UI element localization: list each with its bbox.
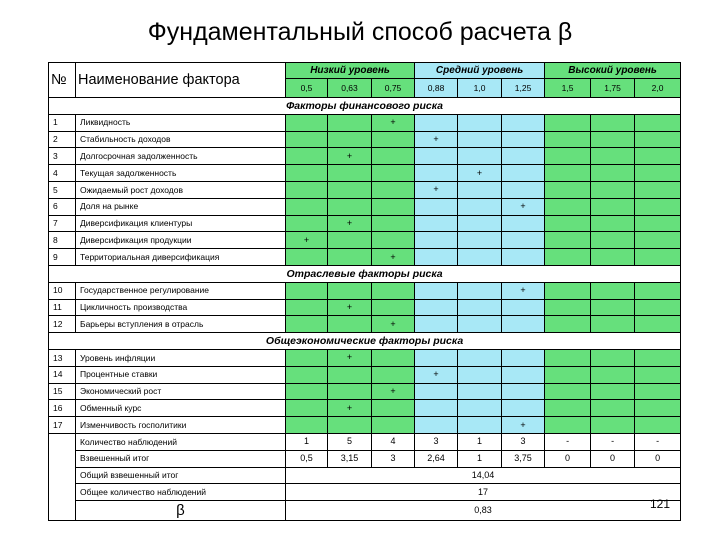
level-cell [372,349,415,366]
count-cell: 3 [502,433,545,450]
level-cell [545,316,591,333]
factor-number: 9 [49,249,76,266]
level-cell [545,232,591,249]
level-cell [286,249,328,266]
factor-number: 17 [49,417,76,434]
table-row [49,215,681,232]
level-cell [635,215,681,232]
factor-name: Процентные ставки [76,366,286,383]
section-header-row [49,333,681,350]
level-cell [458,383,502,400]
factor-name: Долгосрочная задолженность [76,148,286,165]
factor-number: 15 [49,383,76,400]
factor-mark: + [372,383,415,400]
level-cell [591,198,635,215]
factor-number: 12 [49,316,76,333]
factor-number: 13 [49,349,76,366]
factor-name: Экономический рост [76,383,286,400]
level-cell [635,282,681,299]
coef-cell: 0,88 [415,79,458,98]
level-cell [545,349,591,366]
table-row [49,400,681,417]
weighted-cell: 0 [545,450,591,467]
level-cell [591,181,635,198]
level-cell [635,181,681,198]
level-cell [372,232,415,249]
coef-cell: 1,75 [591,79,635,98]
level-cell [372,282,415,299]
header-no: № [49,63,76,98]
level-cell [286,131,328,148]
level-cell [635,299,681,316]
level-cell [415,282,458,299]
level-cell [372,366,415,383]
summary-spacer [49,433,76,520]
beta-value: 0,83 [286,501,681,521]
beta-label: β [76,501,286,521]
section-title: Факторы финансового риска [49,98,681,115]
weighted-cell: 0,5 [286,450,328,467]
level-cell [372,215,415,232]
table-row [49,114,681,131]
factor-name: Обменный курс [76,400,286,417]
level-cell [545,148,591,165]
level-cell [635,249,681,266]
factor-name: Ожидаемый рост доходов [76,181,286,198]
level-cell [545,417,591,434]
level-cell [286,165,328,182]
total-count-value: 17 [286,484,681,501]
level-cell [286,148,328,165]
level-cell [591,349,635,366]
section-header-row [49,265,681,282]
level-cell [328,316,372,333]
level-cell [328,417,372,434]
level-cell [372,299,415,316]
total-weighted-value: 14,04 [286,467,681,484]
level-cell [545,249,591,266]
level-cell [286,349,328,366]
level-cell [286,383,328,400]
level-cell [328,114,372,131]
level-cell [458,198,502,215]
level-cell [635,131,681,148]
level-cell [328,198,372,215]
factor-name: Цикличность производства [76,299,286,316]
count-cell: - [591,433,635,450]
factor-number: 8 [49,232,76,249]
section-title: Общеэкономические факторы риска [49,333,681,350]
level-cell [635,417,681,434]
level-cell [286,417,328,434]
table-row [49,282,681,299]
factor-number: 10 [49,282,76,299]
level-cell [458,131,502,148]
table-row [49,417,681,434]
level-cell [591,383,635,400]
level-cell [286,198,328,215]
level-cell [458,148,502,165]
factor-number: 7 [49,215,76,232]
factor-mark: + [328,400,372,417]
section-title: Отраслевые факторы риска [49,265,681,282]
table-row [49,383,681,400]
level-cell [458,349,502,366]
factor-number: 6 [49,198,76,215]
level-cell [415,148,458,165]
level-cell [545,165,591,182]
level-cell [502,131,545,148]
table-row [49,198,681,215]
count-cell: - [635,433,681,450]
level-cell [372,417,415,434]
coef-cell: 0,75 [372,79,415,98]
level-cell [458,181,502,198]
level-cell [415,400,458,417]
factor-number: 11 [49,299,76,316]
factor-name: Стабильность доходов [76,131,286,148]
level-cell [591,114,635,131]
level-cell [286,316,328,333]
level-cell [545,299,591,316]
weighted-cell: 3,15 [328,450,372,467]
section-header-row [49,98,681,115]
level-cell [545,215,591,232]
level-cell [545,181,591,198]
level-cell [635,165,681,182]
level-cell [458,417,502,434]
level-cell [545,198,591,215]
header-factor-name: Наименование фактора [76,63,286,98]
level-cell [458,215,502,232]
factor-mark: + [372,316,415,333]
level-cell [286,181,328,198]
factor-mark: + [502,417,545,434]
level-cell [415,417,458,434]
level-cell [415,215,458,232]
level-cell [502,316,545,333]
weighted-cell: 3,75 [502,450,545,467]
count-cell: 1 [286,433,328,450]
level-cell [635,316,681,333]
level-cell [635,400,681,417]
level-cell [458,299,502,316]
factor-mark: + [328,349,372,366]
level-cell [415,249,458,266]
coef-cell: 0,5 [286,79,328,98]
header-level-high: Высокий уровень [545,63,681,79]
level-cell [591,165,635,182]
table-row [49,165,681,182]
level-cell [286,400,328,417]
level-cell [328,366,372,383]
factor-mark: + [415,366,458,383]
level-cell [502,400,545,417]
level-cell [502,215,545,232]
level-cell [372,131,415,148]
weighted-cell: 1 [458,450,502,467]
level-cell [591,316,635,333]
factor-name: Государственное регулирование [76,282,286,299]
count-cell: - [545,433,591,450]
factor-number: 14 [49,366,76,383]
level-cell [415,165,458,182]
table-row [49,299,681,316]
level-cell [502,299,545,316]
table-row [49,232,681,249]
level-cell [502,366,545,383]
weighted-label: Взвешенный итог [76,450,286,467]
level-cell [591,148,635,165]
level-cell [328,232,372,249]
level-cell [591,400,635,417]
level-cell [328,181,372,198]
factor-number: 2 [49,131,76,148]
level-cell [502,383,545,400]
level-cell [372,148,415,165]
level-cell [372,181,415,198]
factor-name: Ликвидность [76,114,286,131]
level-cell [502,349,545,366]
coef-cell: 1,5 [545,79,591,98]
level-cell [591,215,635,232]
total-weighted-label: Общий взвешенный итог [76,467,286,484]
weighted-cell: 3 [372,450,415,467]
factor-mark: + [502,282,545,299]
coef-cell: 2,0 [635,79,681,98]
level-cell [328,131,372,148]
factor-number: 1 [49,114,76,131]
level-cell [286,114,328,131]
level-cell [635,148,681,165]
level-cell [545,400,591,417]
level-cell [415,114,458,131]
level-cell [502,181,545,198]
level-cell [458,282,502,299]
level-cell [502,148,545,165]
factor-name: Изменчивость госполитики [76,417,286,434]
factor-number: 5 [49,181,76,198]
page-number: 121 [650,497,671,511]
count-cell: 3 [415,433,458,450]
level-cell [545,114,591,131]
level-cell [458,400,502,417]
factor-mark: + [328,148,372,165]
level-cell [545,383,591,400]
count-label: Количество наблюдений [76,433,286,450]
table-row [49,181,681,198]
weighted-cell: 0 [635,450,681,467]
factor-name: Диверсификация клиентуры [76,215,286,232]
level-cell [415,349,458,366]
factor-name: Уровень инфляции [76,349,286,366]
level-cell [502,249,545,266]
factor-mark: + [372,249,415,266]
level-cell [372,400,415,417]
factor-number: 16 [49,400,76,417]
level-cell [458,232,502,249]
level-cell [372,165,415,182]
header-level-low: Низкий уровень [286,63,415,79]
level-cell [502,232,545,249]
level-cell [286,299,328,316]
header-level-medium: Средний уровень [415,63,545,79]
factor-number: 4 [49,165,76,182]
table-row [49,249,681,266]
level-cell [635,198,681,215]
level-cell [591,366,635,383]
level-cell [415,383,458,400]
factor-number: 3 [49,148,76,165]
table-row [49,316,681,333]
level-cell [502,114,545,131]
level-cell [591,232,635,249]
count-cell: 1 [458,433,502,450]
count-cell: 4 [372,433,415,450]
level-cell [328,249,372,266]
total-count-label: Общее количество наблюдений [76,484,286,501]
count-cell: 5 [328,433,372,450]
factor-name: Текущая задолженность [76,165,286,182]
weighted-cell: 0 [591,450,635,467]
level-cell [415,198,458,215]
factor-name: Диверсификация продукции [76,232,286,249]
page-title: Фундаментальный способ расчета β [147,18,573,46]
level-cell [328,165,372,182]
level-cell [372,198,415,215]
level-cell [545,282,591,299]
table-row [49,131,681,148]
level-cell [286,366,328,383]
factor-name: Доля на рынке [76,198,286,215]
level-cell [415,232,458,249]
factor-mark: + [286,232,328,249]
level-cell [458,316,502,333]
level-cell [286,282,328,299]
factor-mark: + [415,131,458,148]
table-row [49,148,681,165]
beta-calculation-table [48,62,681,521]
level-cell [545,131,591,148]
level-cell [458,366,502,383]
factor-name: Барьеры вступления в отрасль [76,316,286,333]
factor-mark: + [502,198,545,215]
level-cell [328,282,372,299]
level-cell [502,165,545,182]
coef-cell: 1,0 [458,79,502,98]
level-cell [635,366,681,383]
level-cell [635,383,681,400]
level-cell [591,282,635,299]
level-cell [591,249,635,266]
level-cell [635,349,681,366]
level-cell [591,299,635,316]
table-row [49,349,681,366]
weighted-cell: 2,64 [415,450,458,467]
level-cell [415,316,458,333]
coef-cell: 0,63 [328,79,372,98]
factor-mark: + [458,165,502,182]
table-row [49,366,681,383]
level-cell [458,249,502,266]
level-cell [328,383,372,400]
level-cell [458,114,502,131]
level-cell [286,215,328,232]
level-cell [635,232,681,249]
level-cell [591,131,635,148]
factor-mark: + [328,299,372,316]
factor-name: Территориальная диверсификация [76,249,286,266]
factor-mark: + [415,181,458,198]
coef-cell: 1,25 [502,79,545,98]
level-cell [415,299,458,316]
level-cell [545,366,591,383]
level-cell [635,114,681,131]
factor-mark: + [372,114,415,131]
factor-mark: + [328,215,372,232]
level-cell [591,417,635,434]
